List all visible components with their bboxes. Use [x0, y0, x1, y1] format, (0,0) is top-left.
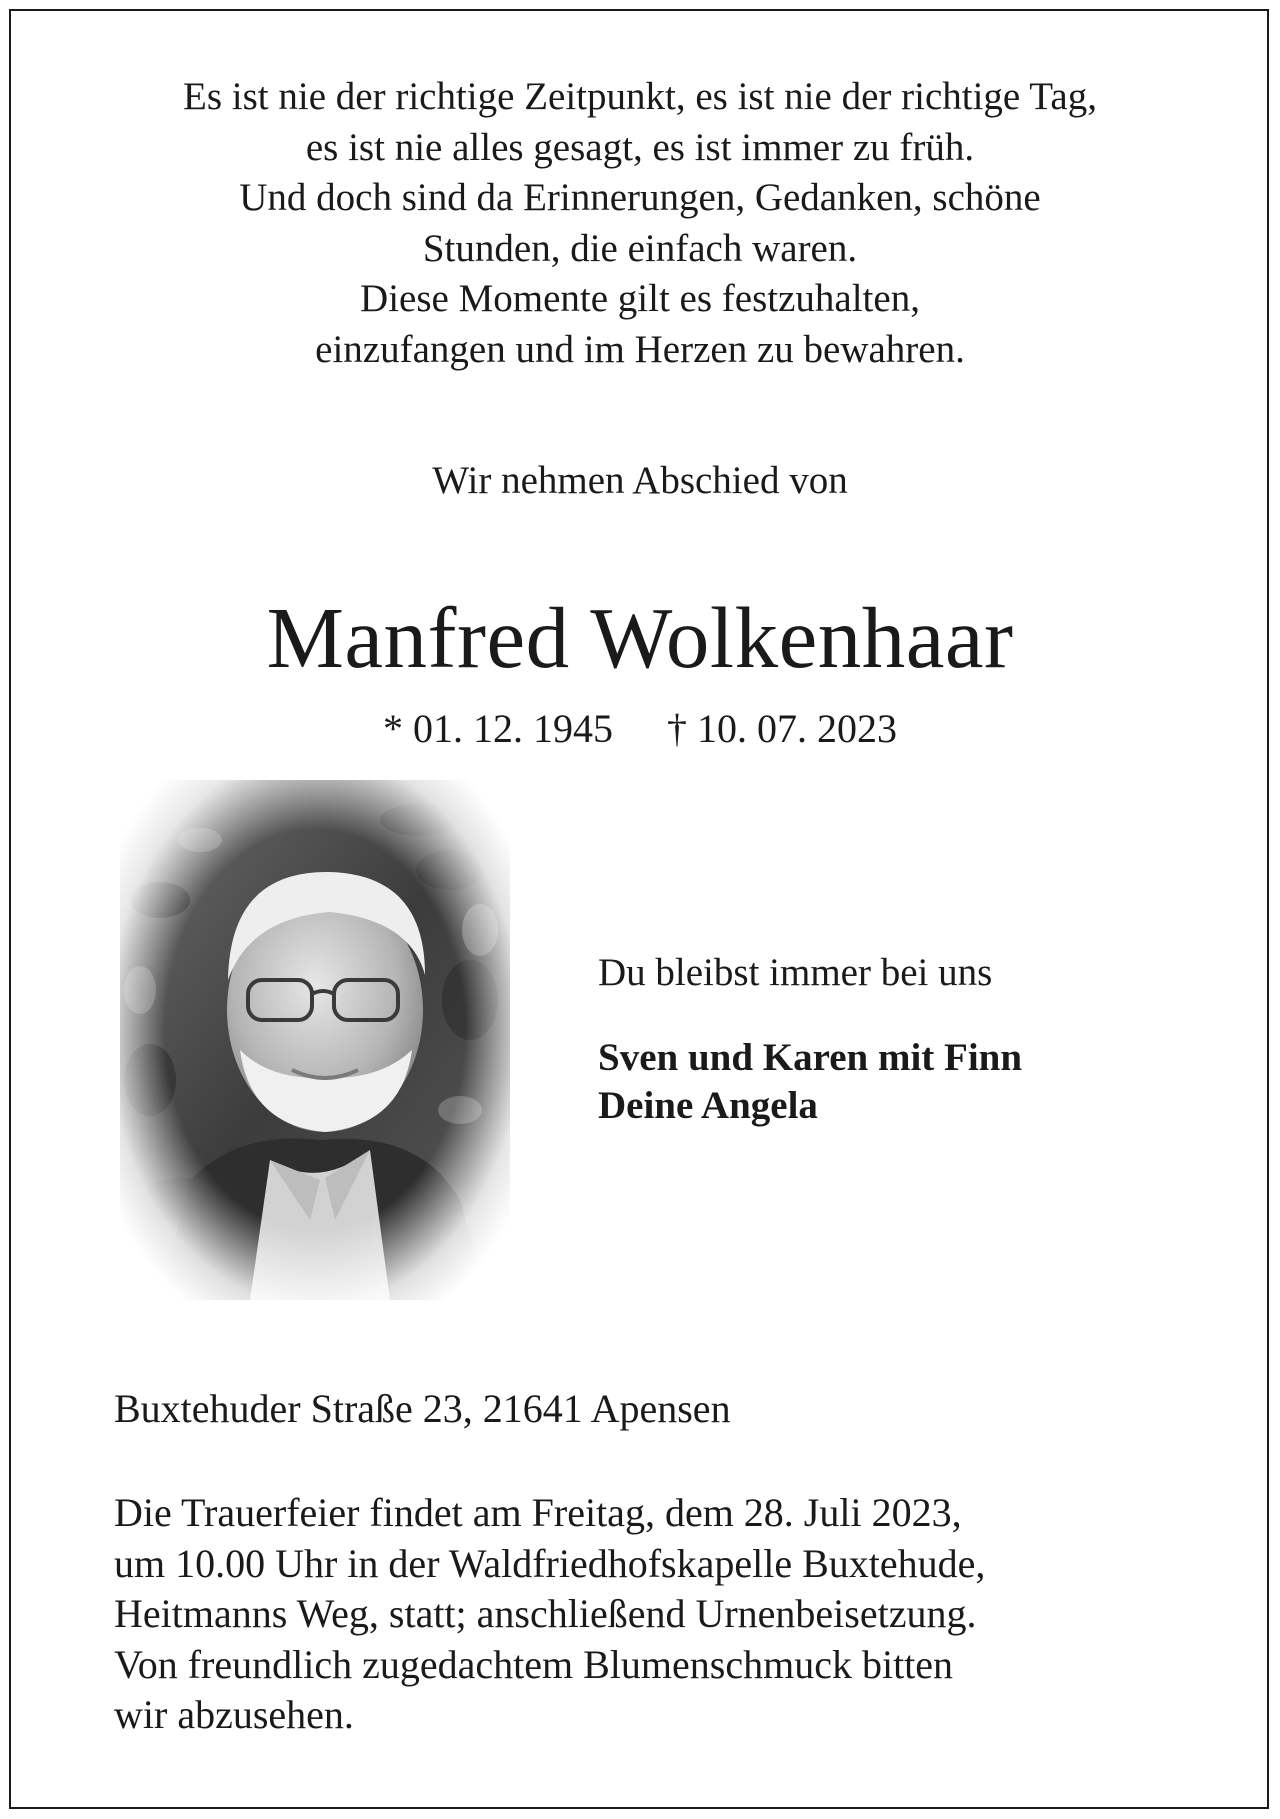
portrait-image	[120, 780, 510, 1300]
service-line: Von freundlich zugedachtem Blumenschmuck bitten	[114, 1641, 954, 1687]
farewell-intro: Wir nehmen Abschied von	[432, 459, 848, 502]
death-date: † 10. 07. 2023	[667, 706, 897, 751]
poem-line: einzufangen und im Herzen zu bewahren.	[315, 327, 965, 371]
poem-line: Und doch sind da Erinnerungen, Gedanken, schöne	[239, 176, 1041, 219]
mourner-line: Deine Angela	[598, 1084, 818, 1127]
funeral-service-info	[114, 1488, 985, 1741]
birth-date: * 01. 12. 1945	[383, 706, 613, 751]
poem-line: es ist nie alles gesagt, es ist immer zu früh.	[305, 125, 975, 169]
mourner-line: Sven und Karen mit Finn	[598, 1036, 1023, 1079]
poem-line: Stunden, die einfach waren.	[422, 226, 858, 270]
mourners	[598, 1034, 1022, 1130]
life-dates	[0, 704, 1280, 754]
poem	[0, 72, 1280, 375]
poem-line: Es ist nie der richtige Zeitpunkt, es ist nie der richtige Tag,	[183, 75, 1097, 118]
service-line: wir abzusehen.	[114, 1692, 354, 1737]
service-line: Heitmanns Weg, statt; anschließend Urnenbeisetzung.	[114, 1591, 977, 1636]
poem-line: Diese Momente gilt es festzuhalten,	[360, 277, 920, 320]
service-line: Die Trauerfeier findet am Freitag, dem 28. Juli 2023,	[114, 1490, 962, 1535]
address: Buxtehuder Straße 23, 21641 Apensen	[114, 1386, 731, 1431]
deceased-name: Manfred Wolkenhaar	[266, 589, 1014, 686]
farewell-message: Du bleibst immer bei uns	[598, 951, 993, 994]
portrait-photo	[120, 780, 510, 1300]
service-line: um 10.00 Uhr in der Waldfriedhofskapelle Buxtehude,	[114, 1540, 986, 1586]
